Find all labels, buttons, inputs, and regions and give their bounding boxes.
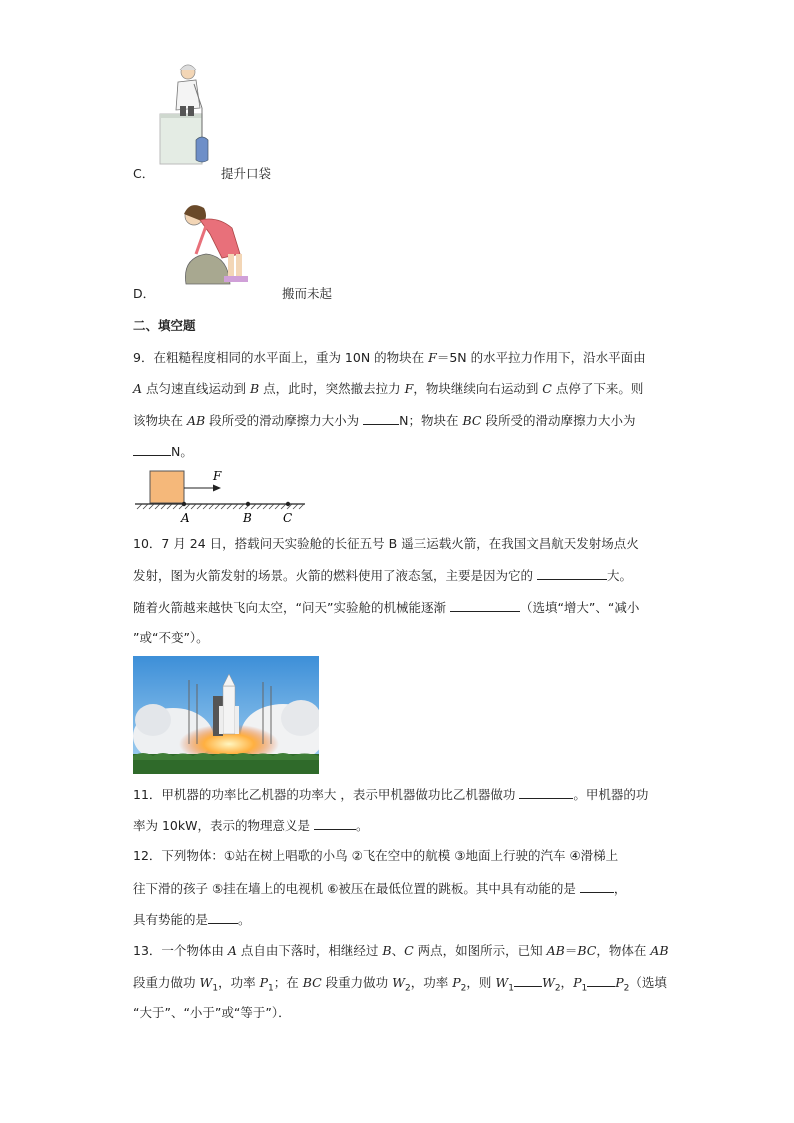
man-lifting-bag-illustration xyxy=(158,62,218,166)
answer-blank[interactable] xyxy=(514,973,542,987)
q13-line-2: 段重力做功 $W_1$，功率 $P_1$；在 BC 段重力做功 $W_2$，功率 $P_2$，则 $W_1$ $W_2$，$P_1$ $P_2$（选填 xyxy=(133,975,667,994)
option-c-caption: 提升口袋 xyxy=(221,166,272,181)
answer-blank[interactable] xyxy=(587,973,615,987)
q9-line-4: N。 xyxy=(133,442,193,461)
answer-blank[interactable] xyxy=(450,598,520,612)
q12-line-3: 具有势能的是 。 xyxy=(133,912,251,927)
q10-line-4: ”或“不变”）。 xyxy=(133,630,209,645)
answer-blank[interactable] xyxy=(363,411,399,425)
section-title: 二、填空题 xyxy=(133,318,196,333)
point-b-marker xyxy=(246,502,250,506)
q9-block-figure xyxy=(133,466,313,526)
q10-line-3: 随着火箭越来越快飞向太空，“问天”实验舱的机械能逐渐 （选填“增大”、“减小 xyxy=(133,600,640,615)
point-b-label: B xyxy=(243,511,252,525)
q11-line-1: 11．甲机器的功率比乙机器的功率大 ，表示甲机器做功比乙机器做功 。甲机器的功 xyxy=(133,787,649,802)
q13-line-1: 13．一个物体由 A 点自由下落时，相继经过 B、C 两点，如图所示，已知 AB＝BC，物体在 AB xyxy=(133,943,669,958)
point-a-marker xyxy=(182,502,186,506)
q9-line-1: 9．在粗糙程度相同的水平面上，重为 10N 的物块在 F＝5N 的水平拉力作用下，沿水平面由 xyxy=(133,350,646,365)
q9-line-3: 该物块在 AB 段所受的滑动摩擦力大小为 N；物块在 BC 段所受的滑动摩擦力大小为 xyxy=(133,413,636,428)
rocket-launch-photo xyxy=(133,656,319,774)
point-a-label: A xyxy=(181,511,190,525)
q10-line-1: 10．7 月 24 日，搭载问天实验舱的长征五号 B 遥三运载火箭，在我国文昌航天发射场点火 xyxy=(133,536,639,551)
girl-lifting-rock-illustration xyxy=(160,196,252,288)
force-label: F xyxy=(213,469,222,483)
q10-line-2: 发射，图为火箭发射的场景。火箭的燃料使用了液态氢，主要是因为它的 大。 xyxy=(133,568,632,583)
answer-blank[interactable] xyxy=(537,566,607,580)
q13-line-3: “大于”、“小于”或“等于”）． xyxy=(133,1005,291,1020)
answer-blank[interactable] xyxy=(314,816,356,830)
answer-blank[interactable] xyxy=(519,785,573,799)
answer-blank[interactable] xyxy=(208,910,238,924)
answer-blank[interactable] xyxy=(580,879,614,893)
answer-blank[interactable] xyxy=(133,442,171,456)
q11-line-2: 率为 10kW，表示的物理意义是 。 xyxy=(133,818,369,833)
option-d-letter: D． xyxy=(133,286,156,301)
q12-line-2: 往下滑的孩子 ⑤挂在墙上的电视机 ⑥被压在最低位置的跳板。其中具有动能的是 ， xyxy=(133,881,627,896)
point-c-label: C xyxy=(283,511,293,525)
q9-line-2: A 点匀速直线运动到 B 点，此时，突然撤去拉力 F，物块继续向右运动到 C 点停了下来。则 xyxy=(133,381,644,396)
q12-line-1: 12．下列物体：①站在树上唱歌的小鸟 ②飞在空中的航模 ③地面上行驶的汽车 ④滑梯上 xyxy=(133,848,619,863)
block xyxy=(150,471,184,503)
option-d-caption: 搬而未起 xyxy=(282,286,333,301)
point-c-marker xyxy=(286,502,290,506)
option-c-letter: C． xyxy=(133,166,155,181)
